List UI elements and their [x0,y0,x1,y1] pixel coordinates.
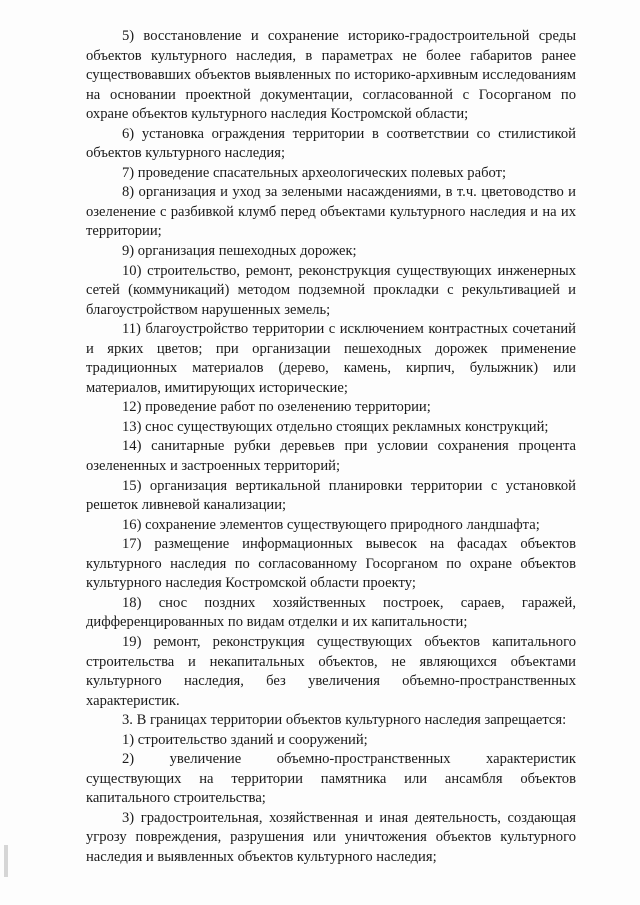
paragraph-item-15-grading: 15) организация вертикальной планировки территории с установкой решеток ливневой канализации; [86,477,576,514]
paragraph-item-5-restoration: 5) восстановление и сохранение историко-градостроительной среды объектов культурного наследия, в параметрах не более габаритов ранее существовавших объектов выявленных по историко-архивным исследованиям на основании проектной документации, согласованной с Госорганом по охране объектов культурного наследия Костромской области; [86,28,576,123]
prohibited-item-3-threatening-activity: 3) градостроительная, хозяйственная и иная деятельность, создающая угрозу повреждения, разрушения или уничтожения объектов культурного наследия и выявленных объектов культурного наследия; [86,809,576,865]
paragraph-item-13-billboards: 13) снос существующих отдельно стоящих рекламных конструкций; [122,418,549,435]
paragraph-item-18-demolition: 18) снос поздних хозяйственных построек, сараев, гаражей, дифференцированных по видам отделки и их капитальности; [86,594,576,631]
prohibited-item-1-construction: 1) строительство зданий и сооружений; [122,731,368,748]
prohibited-item-2-volume-increase: 2) увеличение объемно-пространственных характеристик существующих на территории памятника или ансамбля объектов капитального строительства; [86,751,576,807]
paragraph-item-8-greenery: 8) организация и уход за зелеными насаждениями, в т.ч. цветоводство и озеленение с разбивкой клумб перед объектами культурного наследия и на их территории; [86,184,576,240]
paragraph-item-17-signs: 17) размещение информационных вывесок на фасадах объектов культурного наследия по согласованному Госорганом по охране объектов культурного наследия Костромской области проекту; [86,536,576,592]
paragraph-item-11-landscaping: 11) благоустройство территории с исключением контрастных сочетаний и ярких цветов; при организации пешеходных дорожек применение традиционных материалов (дерево, камень, кирпич, булыжник) или материалов, имитирующих исторические; [86,321,576,396]
paragraph-item-6-fencing: 6) установка ограждения территории в соответствии со стилистикой объектов культурного наследия; [86,125,576,162]
paragraph-item-16-landscape: 16) сохранение элементов существующего природного ландшафта; [122,516,540,533]
paragraph-item-7-archaeology: 7) проведение спасательных археологических полевых работ; [122,164,507,181]
paragraph-item-19-repair: 19) ремонт, реконструкция существующих объектов капитального строительства и некапитальных объектов, не являющихся объектами культурного наследия, без увеличения объемно-пространственных характеристик. [86,633,576,709]
paragraph-item-9-footpaths: 9) организация пешеходных дорожек; [122,243,357,260]
paragraph-item-12-planting: 12) проведение работ по озеленению территории; [122,399,431,416]
paragraph-item-10-utilities: 10) строительство, ремонт, реконструкция существующих инженерных сетей (коммуникаций) методом подземной прокладки с рекультивацией и благоустройством нарушенных земель; [86,262,576,318]
scan-edge-mark [4,845,8,877]
section-3-heading: 3. В границах территории объектов культурного наследия запрещается: [122,712,567,729]
paragraph-item-14-sanitary-felling: 14) санитарные рубки деревьев при условии сохранения процента озелененных и застроенных территорий; [86,438,576,475]
